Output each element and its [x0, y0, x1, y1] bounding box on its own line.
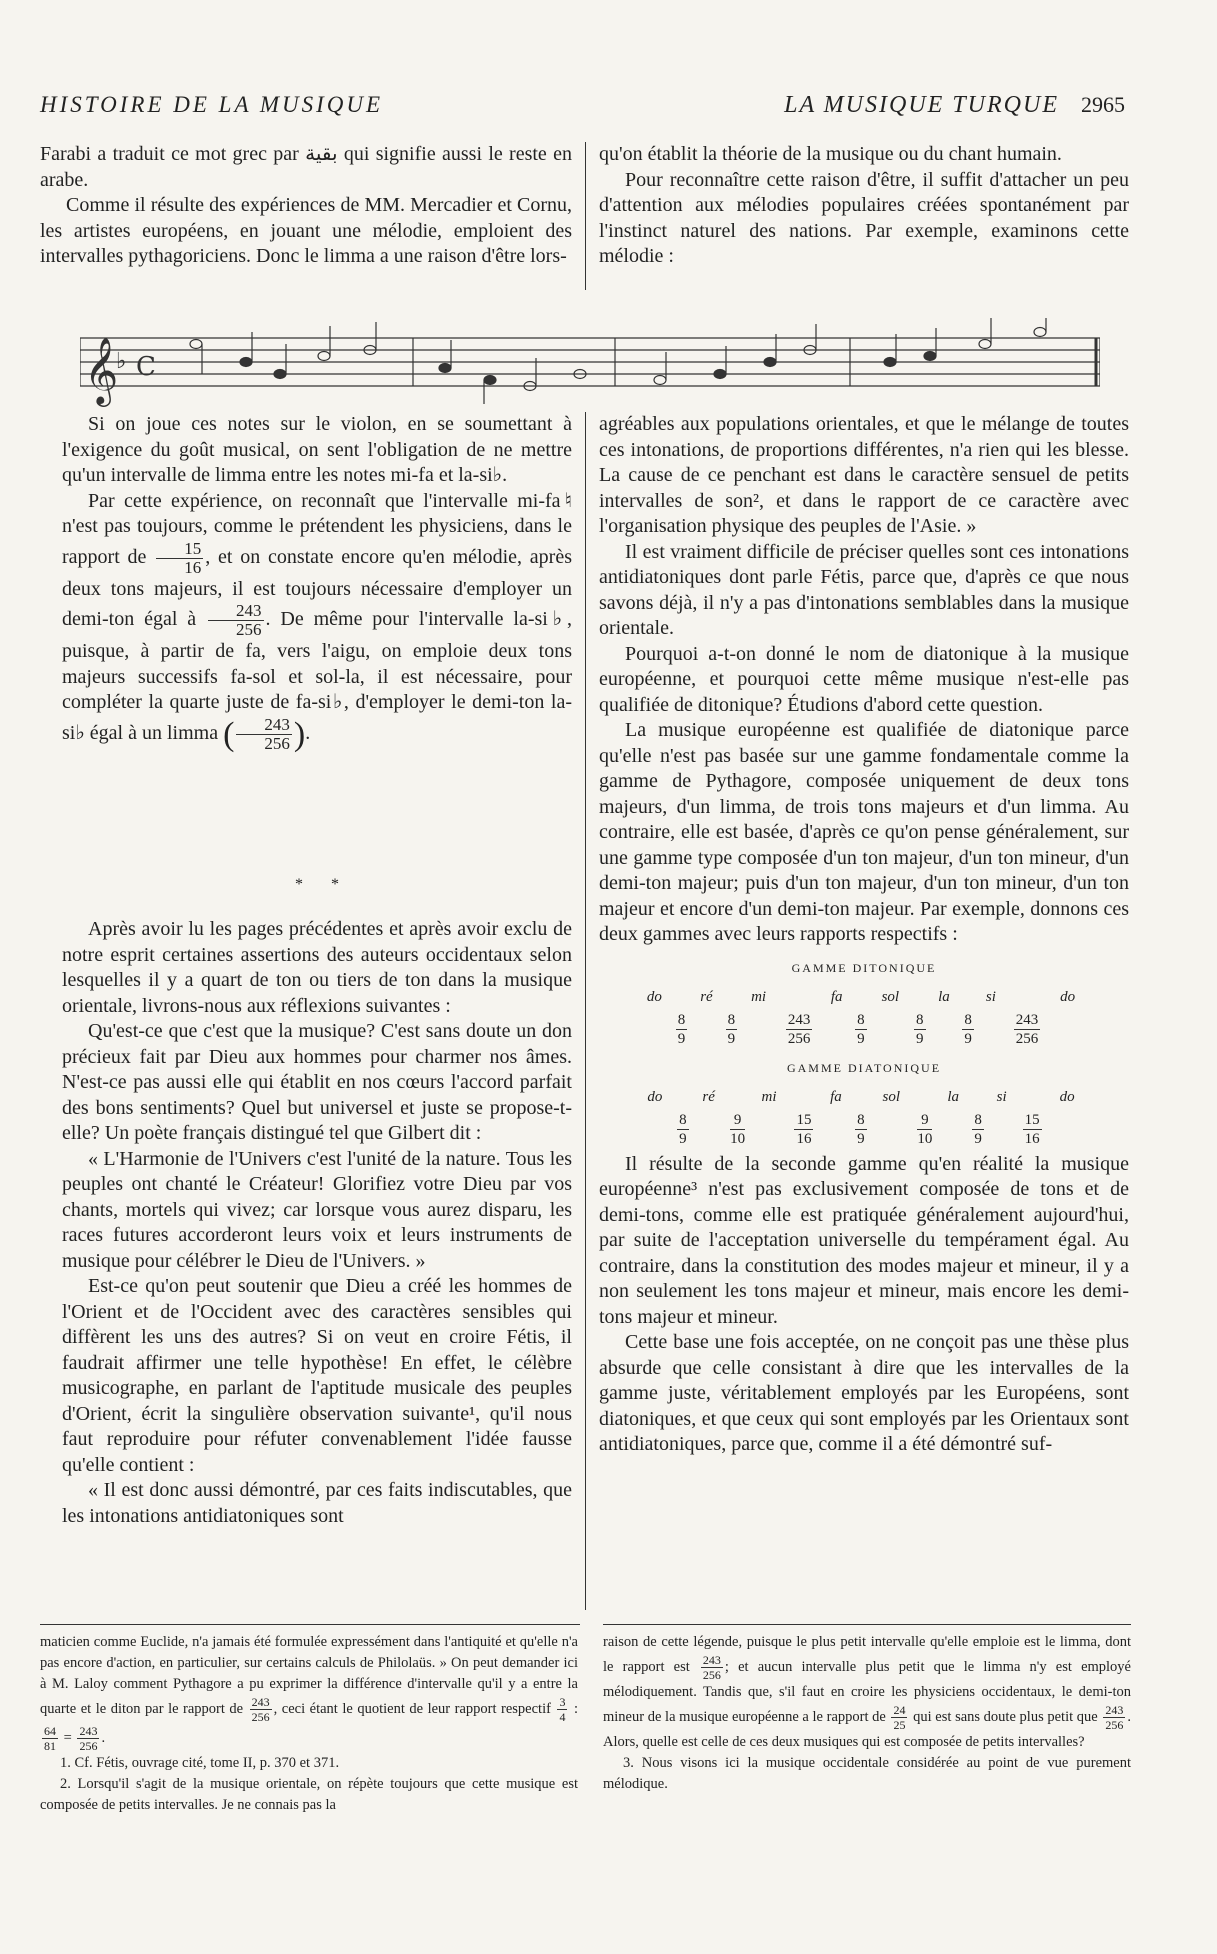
scale-gap: [992, 1111, 1010, 1148]
paragraph: qu'on établit la théorie de la musique ou du chant humain.: [599, 143, 1062, 165]
fraction-denominator: 9: [857, 1130, 865, 1147]
fraction: [726, 1011, 738, 1048]
top-left-column: [40, 142, 572, 270]
header-left-title: HISTOIRE DE LA MUSIQUE: [40, 92, 384, 117]
fraction: [557, 1695, 567, 1724]
scale-ratio: [718, 1011, 746, 1048]
fraction: [1103, 1703, 1125, 1732]
scale-gap: [982, 1011, 1000, 1048]
scale-note: do: [1060, 989, 1076, 1005]
fraction-denominator: 256: [236, 620, 262, 639]
fraction: [794, 1111, 813, 1148]
paragraph: Il résulte de la seconde gamme qu'en réalité la musique européenne³ n'est pas exclusivement composée de tons et de demi-tons, comme elle est pratiquée généralement aujourd'hui, par suite de l'acceptation universelle du tempérament égal. Au contraire, dans la constitution des modes majeur et mineur, il y a non seulement les tons majeur et mineur, mais encore les demi-tons majeur et mineur.: [599, 1152, 1129, 1328]
fraction-denominator: 16: [184, 557, 202, 577]
fraction-numerator: 243: [1015, 1011, 1039, 1028]
fraction-denominator: 256: [264, 733, 290, 753]
page-number: 2965: [1081, 92, 1125, 117]
fraction: [855, 1111, 867, 1148]
footnote-3: 3. Nous visons ici la musique occidentale considérée au point de vue purement mélodique.: [603, 1755, 1131, 1792]
scale-ratio: [907, 1111, 942, 1148]
footnotes-left: [40, 1632, 578, 1816]
scale-table-diatonique: [599, 1056, 1129, 1148]
scale-note: do: [1059, 1089, 1075, 1105]
scale-gap: [1053, 1111, 1081, 1148]
scale-ratio: [1011, 1111, 1053, 1148]
column-divider: [585, 412, 586, 1610]
scale-note: fa: [830, 989, 843, 1005]
fraction-denominator: 4: [559, 1710, 566, 1724]
paragraph: « Il est donc aussi démontré, par ces faits indiscutables, que les intonations antidiatoniques sont: [62, 1479, 572, 1527]
fraction: [891, 1703, 907, 1732]
scale-gap: [720, 1085, 755, 1111]
footnote-rule: [40, 1624, 580, 1625]
scale-gap: [847, 985, 875, 1011]
fraction-denominator: 81: [44, 1739, 56, 1753]
scale-note: mi: [761, 1089, 777, 1105]
scale-gap: [906, 985, 934, 1011]
music-staff-icon: [80, 318, 1100, 408]
footnote-2: 2. Lorsqu'il s'agit de la musique orientale, on répète toujours que cette musique est composée de petits intervalles. Je ne connais pas la: [40, 1776, 578, 1813]
scale-note: do: [646, 989, 662, 1005]
scale-gap: [745, 1011, 772, 1048]
scale-gap: [1000, 985, 1054, 1011]
text-run: , et on constate encore qu'en mélodie, après deux tons majeurs, il est toujours nécessaire d'employer un demi-ton égal à: [62, 545, 573, 631]
fraction-numerator: 15: [1024, 1111, 1040, 1128]
running-header: [40, 92, 1125, 122]
paragraph: Par cette expérience, on reconnaît que l'intervalle mi-fa♮ n'est pas toujours, comme le prétendent les physiciens, dans le rapport de $\frac{15}{16}$ , et on constate encore qu'en mélodie, après deux tons majeurs, il est toujours nécessaire d'employer un demi-ton égal à $\frac{243}{256}$ . De même pour l'intervalle la-si♭, puisque, à partir de fa, vers l'aigu, on emploie deux tons majeurs successifs fa-sol et sol-la, il est nécessaire, pour compléter la quarte juste de fa-si♭, d'employer le demi-ton la-si♭ égal à un limma ( $\frac{243}{256}$ ).: [62, 489, 573, 753]
fraction-denominator: 256: [1015, 1030, 1039, 1047]
scale-note: la: [947, 1089, 959, 1105]
fraction: [676, 1011, 688, 1048]
fraction-denominator: 9: [727, 1030, 736, 1047]
scale-gap: [907, 1085, 942, 1111]
scale-note: ré: [702, 1089, 715, 1105]
scale-note: do: [647, 1089, 663, 1105]
footnote-continuation: [603, 1632, 1131, 1753]
scale-gap: [826, 1011, 847, 1048]
fraction: [786, 1011, 813, 1048]
scale-ratio: [906, 1011, 934, 1048]
svg-text:𝄞: 𝄞: [84, 336, 119, 404]
text-run: ; et aucun intervalle plus petit que le limma n'y est employé mélodiquement. Tandis que, s'il faut en croire les physiciens occidentaux, le demi-ton mineur de la musique européenne a le rapport de: [603, 1658, 1131, 1725]
paragraph: Farabi a traduit ce mot grec par بقية qui signifie aussi le reste en arabe.: [40, 143, 572, 191]
paragraph: agréables aux populations orientales, et que le mélange de toutes ces intonations, de proportions différentes, n'a rien qui les blesse. La cause de ce penchant est dans le caractère sensuel de petits intervalles de son², et dans le rapport de ce caractère avec l'organisation physique des peuples de l'Asie. »: [599, 413, 1129, 537]
fraction-numerator: 24: [893, 1703, 906, 1717]
scale-note: mi: [751, 989, 767, 1005]
scale-ratio: [669, 1111, 698, 1148]
fraction-numerator: 9: [917, 1111, 932, 1130]
footnote-1: 1. Cf. Fétis, ouvrage cité, tome II, p. 370 et 371.: [60, 1755, 340, 1771]
fraction-denominator: 256: [702, 1668, 721, 1682]
scale-gap: [1054, 1011, 1081, 1048]
header-right-title: [784, 92, 1125, 119]
fraction: [917, 1111, 932, 1148]
fraction-numerator: 9: [730, 1111, 745, 1130]
header-right-text: LA MUSIQUE TURQUE: [784, 92, 1059, 118]
fraction-denominator: 9: [916, 1030, 924, 1047]
scale-ratio: [847, 1111, 876, 1148]
scale-gap: [847, 1085, 876, 1111]
footnotes-right: [603, 1632, 1131, 1795]
fraction: [914, 1011, 926, 1048]
fraction: [1023, 1111, 1042, 1148]
fraction-numerator: 8: [727, 1011, 736, 1028]
fraction-numerator: 243: [1105, 1703, 1124, 1717]
fraction: [677, 1111, 689, 1148]
scale-note: fa: [830, 1089, 842, 1105]
scale-caption: GAMME DIATONIQUE: [786, 1060, 942, 1075]
scale-gap: [641, 1011, 668, 1048]
scale-gap: [755, 1111, 783, 1148]
fraction-numerator: 243: [702, 1653, 721, 1667]
fraction-denominator: 16: [1024, 1130, 1040, 1147]
scale-ratio: [720, 1111, 755, 1148]
fraction-denominator: 256: [1105, 1718, 1124, 1732]
fraction: [156, 540, 203, 577]
fraction: [962, 1011, 974, 1048]
fraction-numerator: 8: [964, 1011, 972, 1028]
paren-open: (: [223, 715, 235, 753]
footnote-continuation: maticien comme Euclide, n'a jamais été formulée expressément dans l'antiquité et qu'elle n'a pas encore d'action, en particulier, sur certains calculs de Philolaüs. » On peut demander ici à M. Laloy comment Pythagore a pu exprimer la différence d'intervalle qu'il y a entre la quarte et le diton par le rapport de $\frac{243}{256}$ , ceci étant le quotient de leur rapport respectif $\frac{3}{4}$ : $\frac{64}{81}$ = $\frac{243}{256}$ .: [40, 1634, 579, 1753]
scale-gap: [669, 1085, 698, 1111]
scale-ratio: [668, 1011, 696, 1048]
fraction-numerator: 8: [857, 1011, 865, 1028]
fraction-numerator: 243: [236, 716, 292, 735]
fraction-denominator: 9: [857, 1030, 865, 1047]
fraction-denominator: 10: [917, 1130, 933, 1147]
scale-note: si: [996, 1089, 1007, 1105]
fraction: [701, 1653, 723, 1682]
scale-ratio: [847, 1011, 875, 1048]
fraction: [236, 716, 292, 753]
scale-note: ré: [700, 989, 713, 1005]
fraction: [1014, 1011, 1041, 1048]
fraction-numerator: 243: [251, 1695, 270, 1709]
fraction-numerator: 8: [916, 1011, 924, 1028]
fraction: [972, 1111, 984, 1148]
column-divider: [585, 142, 586, 290]
paragraph: Est-ce qu'on peut soutenir que Dieu a créé les hommes de l'Orient et de l'Occident avec des caractères sensibles qui diffèrent les uns des autres? Si on veut en croire Fétis, il faudrait affirmer une telle hypothèse! En effet, le célèbre musicographe, en parlant de l'aptitude musicale des peuples d'Orient, écrit la singulière observation suivante¹, qu'il nous faut reproduire pour réfuter convenablement l'idée fausse qu'elle contient :: [62, 1275, 572, 1476]
text-run: , ceci étant le quotient de leur rapport respectif: [273, 1700, 551, 1717]
text-run: . Alors, quelle est celle de ces deux musiques qui est composée de petits intervalles?: [603, 1708, 1132, 1750]
paragraph: La musique européenne est qualifiée de diatonique parce qu'elle n'est pas basée sur une gamme fondamentale comme la gamme de Pythagore, composée uniquement de deux tons majeurs, d'un limma, de trois tons majeurs et d'un limma. Au contraire, elle est basée, d'après ce qu'on pense généralement, sur une gamme type composée d'un ton majeur, d'un ton mineur, d'un demi-ton majeur; puis d'un ton majeur, d'un ton mineur, d'un ton majeur et encore d'un demi-ton majeur. Par exemple, donnons ces deux gammes avec leurs rapports respectifs :: [599, 719, 1129, 945]
fraction: [77, 1724, 99, 1753]
scale-note: si: [985, 989, 996, 1005]
scale-gap: [1011, 1085, 1053, 1111]
fraction-denominator: 10: [730, 1130, 746, 1147]
paragraph: « L'Harmonie de l'Univers c'est l'unité de la nature. Tous les peuples ont chanté le Créateur! Glorifiez votre Dieu par vos chants, mortels qui vivez; car lorsque vous aurez disparu, les races futures accorderont leurs voix et leurs instruments de musique pour célébrer le Dieu de l'Univers. »: [62, 1147, 572, 1272]
paragraph: Comme il résulte des expériences de MM. Mercadier et Cornu, les artistes européens, en jouant une mélodie, emploient des intervalles pythagoriciens. Donc le limma a une raison d'être lors-: [40, 194, 572, 267]
fraction-denominator: 256: [787, 1030, 811, 1047]
scale-note: sol: [882, 1089, 901, 1105]
top-right-column: [599, 142, 1129, 270]
fraction-denominator: 9: [679, 1130, 687, 1147]
low-left-column: [62, 917, 572, 1529]
scale-ratio: [772, 1011, 826, 1048]
scale-gap: [964, 1085, 993, 1111]
scale-table-ditonique: [599, 956, 1129, 1048]
scale-gap: [875, 1111, 907, 1148]
mid-left-column: [62, 412, 572, 753]
scale-note: la: [938, 989, 950, 1005]
scale-ratio: [1000, 1011, 1054, 1048]
fraction: [730, 1111, 745, 1148]
scale-gap: [718, 985, 746, 1011]
fraction-denominator: 256: [79, 1739, 98, 1753]
scale-gap: [695, 1011, 717, 1048]
fraction-numerator: 15: [156, 540, 203, 559]
mid-right-column: [599, 412, 1129, 1458]
scale-ratio: [964, 1111, 993, 1148]
scale-gap: [934, 1011, 955, 1048]
scale-gap: [772, 985, 826, 1011]
scale-gap: [697, 1111, 720, 1148]
fraction-numerator: 64: [44, 1724, 56, 1738]
fraction-denominator: 16: [796, 1130, 812, 1147]
paragraph: Pour reconnaître cette raison d'être, il suffit d'attacher un peu d'attention aux mélodies populaires créées spontanément par l'instinct naturel des nations. Par exemple, examinons cette mélodie :: [599, 168, 1129, 267]
fraction-denominator: 256: [251, 1710, 270, 1724]
text-run: qui est sans doute plus petit que: [909, 1708, 1098, 1725]
fraction-numerator: 243: [79, 1724, 98, 1738]
scale-ratio: [954, 1011, 982, 1048]
fraction-denominator: 9: [964, 1030, 972, 1047]
scale-gap: [783, 1085, 825, 1111]
fraction-numerator: 8: [679, 1111, 687, 1128]
section-break-stars: * *: [295, 876, 351, 893]
paragraph: Il est vraiment difficile de préciser quelles sont ces intonations antidiatoniques dont parle Fétis, parce que, d'après ce que nous savons déjà, il n'y a pas d'intonations semblables dans la musique orientale.: [599, 540, 1129, 639]
fraction-denominator: 25: [893, 1718, 906, 1732]
fraction-numerator: 3: [559, 1695, 566, 1709]
text-run: raison de cette légende, puisque le plus petit intervalle qu'elle emploie est le limma, dont le rapport est: [603, 1634, 1131, 1675]
fraction-numerator: 8: [677, 1011, 686, 1028]
scale-gap: [825, 1111, 846, 1148]
paragraph: Si on joue ces notes sur le violon, en se soumettant à l'exigence du goût musical, on sent l'obligation de ne mettre qu'un intervalle de limma entre les notes mi-fa et la-si♭.: [62, 413, 572, 486]
paragraph: Pourquoi a-t-on donné le nom de diatonique à la musique européenne, et pourquoi cette même musique n'est-elle pas qualifiée de ditonique? Étudions d'abord cette question.: [599, 642, 1129, 716]
fraction-numerator: 243: [787, 1011, 811, 1028]
fraction: [855, 1011, 867, 1048]
fraction-numerator: 8: [857, 1111, 865, 1128]
scale-gap: [954, 985, 982, 1011]
paragraph: Qu'est-ce que c'est que la musique? C'est sans doute un don précieux fait par Dieu aux hommes pour charmer nos âmes. N'est-ce pas aussi elle qui établit en nos cœurs l'accord parfait des bons sentiments? Quel but universel et juste se propose-t-elle? Un poète français distingué tel que Gilbert dit :: [62, 1020, 572, 1144]
paragraph: Cette base une fois acceptée, on ne conçoit pas une thèse plus absurde que celle consistant à dire que les intervalles de la gamme juste, véritablement employés par les Européens, sont diatoniques, et que ceux qui sont employés par les Orientaux sont antidiatoniques, parce que, comme il a été démontré suf-: [599, 1331, 1129, 1455]
text-run: . De même pour l'intervalle la-si♭, puisque, à partir de fa, vers l'aigu, on emploie deux tons majeurs successifs fa-sol et sol-la, il est nécessaire, pour compléter la quarte juste de fa-si♭, d'employer le demi-ton la-si♭ égal à un limma: [62, 608, 572, 744]
fraction-denominator: 9: [677, 1030, 686, 1047]
svg-text:C: C: [136, 352, 156, 382]
paragraph: Après avoir lu les pages précédentes et après avoir exclu de notre esprit certaines assertions des auteurs occidentaux selon lesquelles il y a quart de ton ou tiers de ton dans la musique orientale, livrons-nous aux réflexions suivantes :: [62, 918, 572, 1017]
svg-text:♭: ♭: [116, 349, 127, 374]
text-run: maticien comme Euclide, n'a jamais été formulée expressément dans l'antiquité et qu'elle n'a pas encore d'action, en particulier, sur certains calculs de Philolaüs. » On peut demander ici à M. Laloy comment Pythagore a pu exprimer la différence d'intervalle qu'il y a entre la quarte et le diton par le rapport de: [40, 1634, 578, 1717]
fraction: [42, 1724, 58, 1753]
footnote-rule: [603, 1624, 1131, 1625]
scale-gap: [641, 1111, 669, 1148]
scale-gap: [668, 985, 696, 1011]
fraction-numerator: 243: [208, 602, 264, 621]
scale-gap: [942, 1111, 963, 1148]
scale-note: sol: [881, 989, 900, 1005]
fraction: [250, 1695, 272, 1724]
text-run: Par cette expérience, on reconnaît que l'intervalle mi-fa♮ n'est pas toujours, comme le prétendent les physiciens, dans le rapport de: [62, 489, 572, 568]
paren-close: ): [293, 715, 306, 753]
fraction-numerator: 15: [796, 1111, 812, 1128]
scale-ratio: [783, 1111, 825, 1148]
scale-caption: GAMME DITONIQUE: [791, 960, 937, 975]
fraction-numerator: 8: [974, 1111, 982, 1128]
fraction: [208, 602, 264, 639]
fraction-denominator: 9: [974, 1130, 982, 1147]
scale-gap: [875, 1011, 906, 1048]
